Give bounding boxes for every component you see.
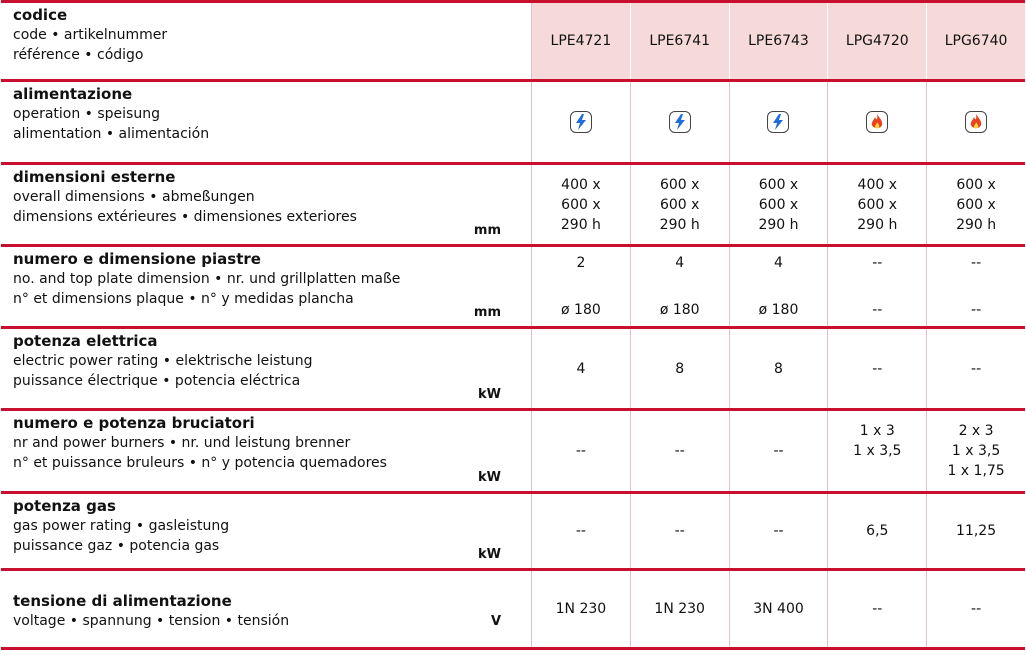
value-cell: -- xyxy=(827,571,926,647)
cell-value: 600 x xyxy=(857,196,898,213)
row-subtitle: n° et dimensions plaque • n° y medidas plancha xyxy=(13,291,354,307)
value-cell xyxy=(630,82,729,162)
row-subtitle: operation • speisung xyxy=(13,106,160,122)
value-cell xyxy=(827,165,926,244)
value-cell xyxy=(729,165,828,244)
row-voltage xyxy=(1,568,1025,650)
cell-value: ø 180 xyxy=(561,302,601,318)
cell-value: 600 x xyxy=(758,176,799,193)
row-title: numero e dimensione piastre xyxy=(13,250,261,268)
value-cell: -- xyxy=(827,329,926,408)
row-subtitle: référence • código xyxy=(13,47,144,63)
row-subtitle: nr and power burners • nr. und leistung brenner xyxy=(13,435,351,451)
row-label xyxy=(1,329,531,408)
unit-label: kW xyxy=(478,547,501,562)
cell-value: 600 x xyxy=(561,196,601,213)
value-cell xyxy=(827,411,926,491)
row-title: potenza gas xyxy=(13,497,116,515)
row-label xyxy=(1,82,531,162)
value-cell xyxy=(531,411,630,491)
row-code xyxy=(1,0,1025,79)
row-title: potenza elettrica xyxy=(13,332,158,350)
cell-value: -- xyxy=(674,443,685,459)
cell-value: ø 180 xyxy=(659,302,700,318)
cell-value: 1 x 3,5 xyxy=(951,443,1001,459)
row-subtitle: voltage • spannung • tension • tensión xyxy=(13,613,290,629)
cell-value: 290 h xyxy=(659,216,700,233)
cell-value: 4 xyxy=(675,255,685,271)
row-burners xyxy=(1,408,1025,491)
cell-value: 600 x xyxy=(659,196,700,213)
row-subtitle: puissance électrique • potencia eléctrica xyxy=(13,373,301,389)
value-cell xyxy=(630,165,729,244)
row-gas-power xyxy=(1,491,1025,568)
gas-flame-icon xyxy=(866,111,888,133)
value-cell xyxy=(531,165,630,244)
cell-value: -- xyxy=(872,255,883,271)
cell-value: -- xyxy=(971,255,982,271)
cell-value: 1 x 1,75 xyxy=(947,463,1005,479)
value-cell: 1N 230 xyxy=(630,571,729,647)
row-label xyxy=(1,411,531,491)
row-subtitle: code • artikelnummer xyxy=(13,27,168,43)
value-cell: 11,25 xyxy=(926,494,1025,568)
cell-value: 600 x xyxy=(956,176,996,193)
model-cell: LPE6741 xyxy=(630,3,729,79)
row-subtitle: dimensions extérieures • dimensiones exteriores xyxy=(13,209,357,225)
row-title: alimentazione xyxy=(13,85,133,103)
row-title: numero e potenza bruciatori xyxy=(13,414,255,432)
row-label xyxy=(1,3,531,79)
model-cell: LPE4721 xyxy=(531,3,630,79)
spec-table xyxy=(1,0,1025,650)
cell-value: 4 xyxy=(774,255,783,271)
cell-value: -- xyxy=(872,302,883,318)
value-cell xyxy=(926,165,1025,244)
value-cell xyxy=(926,247,1025,326)
cell-value: 400 x xyxy=(561,176,601,193)
electric-icon xyxy=(669,111,691,133)
row-label xyxy=(1,165,531,244)
value-cell xyxy=(827,247,926,326)
value-cell xyxy=(729,411,828,491)
row-dimensions xyxy=(1,162,1025,244)
unit-label: V xyxy=(490,614,501,629)
row-subtitle: gas power rating • gasleistung xyxy=(13,518,230,534)
model-cell: LPG6740 xyxy=(926,3,1025,79)
cell-value: 1 x 3 xyxy=(859,423,895,439)
model-cell: LPE6743 xyxy=(729,3,828,79)
gas-flame-icon xyxy=(965,111,987,133)
value-cell: -- xyxy=(926,329,1025,408)
value-cell xyxy=(729,247,828,326)
cell-value: 2 xyxy=(576,255,586,271)
value-cell: 6,5 xyxy=(827,494,926,568)
cell-value: -- xyxy=(971,302,982,318)
value-cell xyxy=(630,411,729,491)
value-cell xyxy=(630,247,729,326)
cell-value: 600 x xyxy=(758,196,799,213)
cell-value: 290 h xyxy=(758,216,799,233)
row-subtitle: puissance gaz • potencia gas xyxy=(13,538,220,554)
value-cell xyxy=(531,82,630,162)
row-title: tensione di alimentazione xyxy=(13,592,232,610)
unit-label: mm xyxy=(473,223,501,238)
row-label xyxy=(1,494,531,568)
value-cell: 1N 230 xyxy=(531,571,630,647)
cell-value: 2 x 3 xyxy=(958,423,994,439)
cell-value: -- xyxy=(773,443,784,459)
value-cell: -- xyxy=(926,571,1025,647)
row-subtitle: alimentation • alimentación xyxy=(13,126,210,142)
electric-icon xyxy=(767,111,789,133)
row-subtitle: no. and top plate dimension • nr. und grillplatten maße xyxy=(13,271,401,287)
row-subtitle: overall dimensions • abmeßungen xyxy=(13,189,255,205)
model-cell: LPG4720 xyxy=(827,3,926,79)
cell-value: 290 h xyxy=(956,216,997,233)
row-title: codice xyxy=(13,6,68,24)
cell-value: ø 180 xyxy=(758,302,799,318)
row-plates xyxy=(1,244,1025,326)
value-cell: 4 xyxy=(531,329,630,408)
value-cell xyxy=(926,411,1025,491)
value-cell xyxy=(531,247,630,326)
cell-value: 290 h xyxy=(857,216,898,233)
value-cell: 8 xyxy=(729,329,828,408)
unit-label: kW xyxy=(478,387,501,402)
cell-value: 600 x xyxy=(659,176,700,193)
row-electric-power xyxy=(1,326,1025,408)
cell-value: 400 x xyxy=(857,176,898,193)
cell-value: 290 h xyxy=(560,216,601,233)
value-cell: -- xyxy=(531,494,630,568)
value-cell xyxy=(926,82,1025,162)
unit-label: mm xyxy=(473,305,501,320)
cell-value: 1 x 3,5 xyxy=(853,443,902,459)
cell-value: 600 x xyxy=(956,196,996,213)
value-cell: -- xyxy=(729,494,828,568)
value-cell: -- xyxy=(630,494,729,568)
row-subtitle: electric power rating • elektrische leistung xyxy=(13,353,313,369)
row-title: dimensioni esterne xyxy=(13,168,176,186)
value-cell xyxy=(729,82,828,162)
value-cell xyxy=(827,82,926,162)
unit-label: kW xyxy=(478,470,501,485)
value-cell: 8 xyxy=(630,329,729,408)
row-power-supply xyxy=(1,79,1025,162)
row-label xyxy=(1,247,531,326)
row-subtitle: n° et puissance bruleurs • n° y potencia quemadores xyxy=(13,455,387,471)
cell-value: -- xyxy=(575,443,586,459)
electric-icon xyxy=(570,111,592,133)
row-label xyxy=(1,571,531,647)
value-cell: 3N 400 xyxy=(729,571,828,647)
